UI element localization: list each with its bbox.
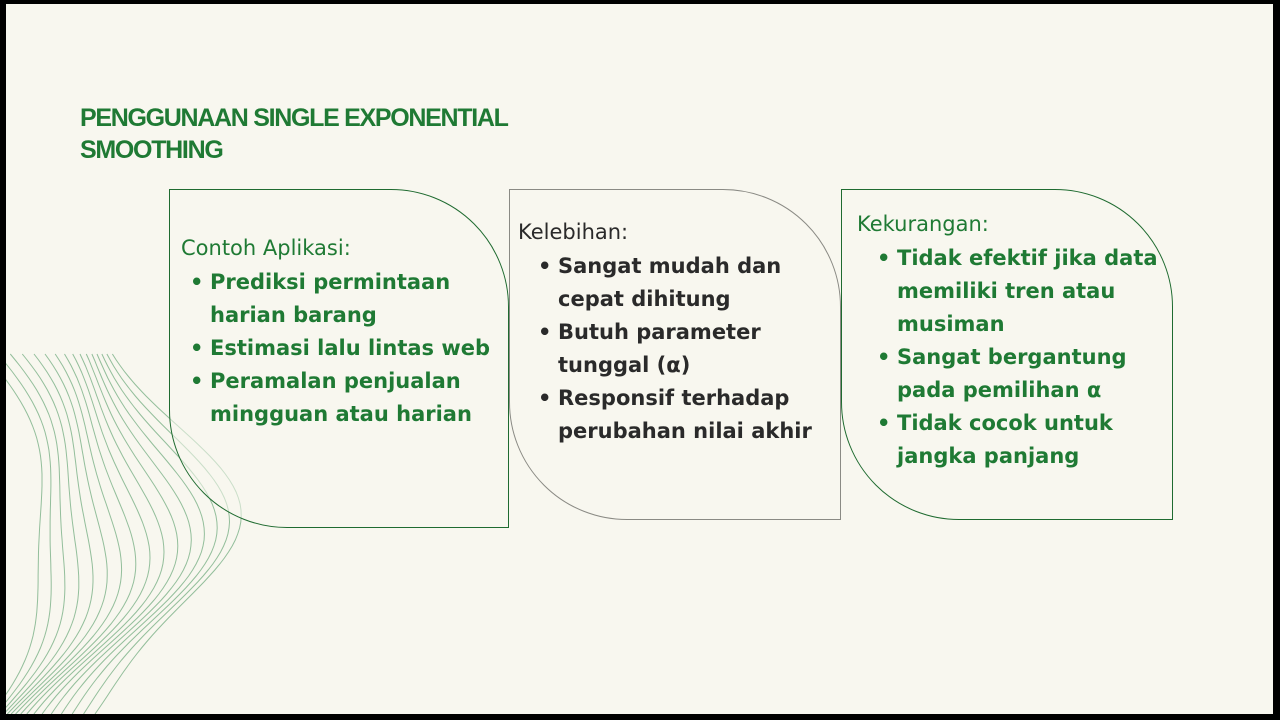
list-item-line: Peramalan penjualan <box>210 369 461 393</box>
wave-line <box>34 354 164 714</box>
list-item-line: cepat dihitung <box>558 287 731 311</box>
slide-title-line-1: PENGGUNAAN SINGLE EXPONENTIAL <box>80 104 508 132</box>
list-item <box>857 341 1158 407</box>
list-item-line: memiliki tren atau <box>897 279 1116 303</box>
wave-line <box>6 354 79 714</box>
list-item-line: Tidak cocok untuk <box>897 411 1113 435</box>
list-item <box>857 242 1158 341</box>
list-item-line: perubahan nilai akhir <box>558 419 812 443</box>
list-item-line: Estimasi lalu lintas web <box>210 336 491 360</box>
slide <box>6 4 1273 714</box>
wave-line <box>6 354 51 714</box>
list-item-line: harian barang <box>210 303 377 327</box>
list-item-line: Sangat bergantung <box>897 345 1127 369</box>
card-title: Kelebihan: <box>518 220 629 244</box>
slide-title <box>80 102 680 166</box>
wave-line <box>42 354 178 714</box>
list-item <box>518 316 812 382</box>
card-list <box>170 266 490 431</box>
list-item <box>518 382 812 448</box>
card-contoh-aplikasi <box>169 189 509 528</box>
list-item-line: pada pemilihan α <box>897 378 1102 402</box>
card-title: Contoh Aplikasi: <box>181 236 351 260</box>
list-item-line: mingguan atau harian <box>210 402 472 426</box>
card-title: Kekurangan: <box>857 212 989 236</box>
list-item-line: Butuh parameter <box>558 320 761 344</box>
list-item <box>857 407 1158 473</box>
list-item-line: musiman <box>897 312 1005 336</box>
list-item-line: jangka panjang <box>897 444 1080 468</box>
wave-line <box>21 354 136 714</box>
card-list <box>857 242 1158 473</box>
list-item <box>518 250 812 316</box>
wave-line <box>16 354 122 714</box>
slide-title-line-2: SMOOTHING <box>80 136 223 164</box>
list-item-line: Prediksi permintaan <box>210 270 451 294</box>
list-item-line: Sangat mudah dan <box>558 254 782 278</box>
wave-line <box>6 354 42 714</box>
list-item-line: Responsif terhadap <box>558 386 790 410</box>
list-item-line: tunggal (α) <box>558 353 691 377</box>
list-item-line: Tidak efektif jika data <box>897 246 1158 270</box>
card-kelebihan <box>509 189 841 520</box>
list-item <box>170 332 490 365</box>
card-kekurangan <box>841 189 1173 520</box>
list-item <box>170 365 490 431</box>
list-item <box>170 266 490 332</box>
card-list <box>518 250 812 448</box>
